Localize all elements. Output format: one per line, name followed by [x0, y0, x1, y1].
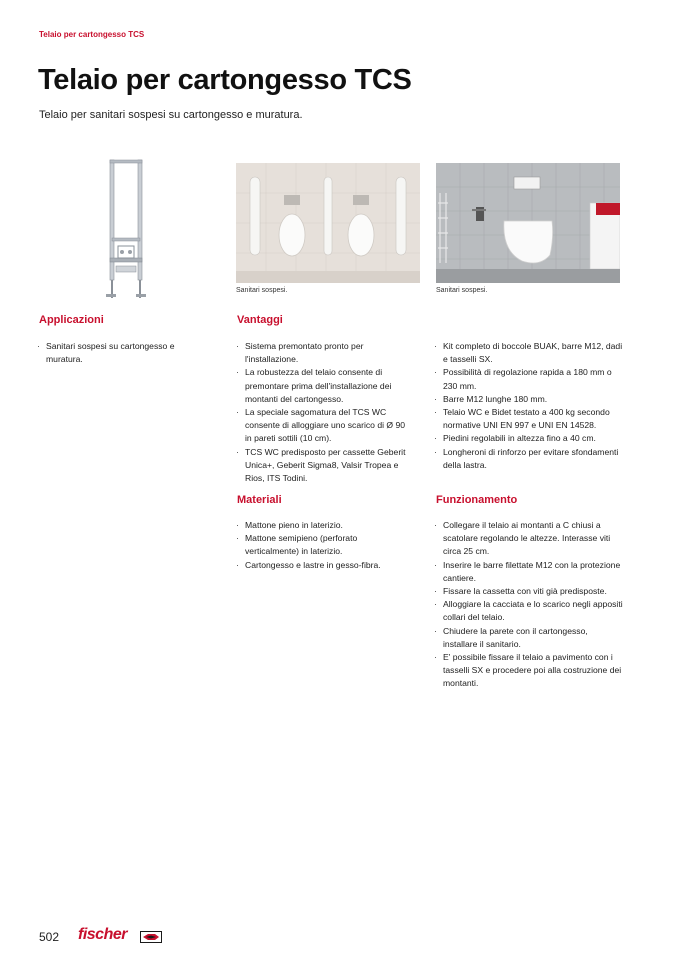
page-title: Telaio per cartongesso TCS: [38, 64, 412, 96]
list-item: · Collegare il telaio ai montanti a C chiusi a scatolare regolando le altezze. Interasse viti circa 25 cm.: [434, 519, 624, 559]
list-item: · Cartongesso e lastre in gesso-fibra.: [236, 559, 411, 572]
urinals-photo: [236, 163, 420, 283]
list-item: · Kit completo di boccole BUAK, barre M12, dadi e tasselli SX.: [434, 340, 624, 366]
applicazioni-list: [37, 340, 197, 366]
page-number: 502: [39, 930, 60, 944]
frame-product-image: [96, 158, 156, 300]
list-item: · La robustezza del telaio consente di premontare prima dell'installazione dei montanti del cartongesso.: [236, 366, 406, 406]
list-item: · Piedini regolabili in altezza fino a 40 cm.: [434, 432, 624, 445]
list-item: · Sistema premontato pronto per l'installazione.: [236, 340, 406, 366]
section-heading-vantaggi: Vantaggi: [237, 314, 283, 326]
breadcrumb: Telaio per cartongesso TCS: [39, 30, 145, 39]
list-item: · Mattone semipieno (perforato verticalmente) in laterizio.: [236, 532, 411, 558]
vantaggi-list: [236, 340, 406, 485]
fischer-logo-icon: [140, 931, 162, 943]
list-item: · La speciale sagomatura del TCS WC consente di alloggiare uno scarico di Ø 90 in pareti sottili (10 cm).: [236, 406, 406, 446]
list-item: · Alloggiare la cacciata e lo scarico negli appositi collari del telaio.: [434, 598, 624, 624]
materiali-list: [236, 519, 411, 572]
list-item: · Sanitari sospesi su cartongesso e muratura.: [37, 340, 197, 366]
list-item: · Fissare la cassetta con viti già predisposte.: [434, 585, 624, 598]
list-item: · E' possibile fissare il telaio a pavimento con i tasselli SX e procedere poi alla costruzione dei montanti.: [434, 651, 624, 691]
list-item: · Longheroni di rinforzo per evitare sfondamenti della lastra.: [434, 446, 624, 472]
list-item: · Barre M12 lunghe 180 mm.: [434, 393, 624, 406]
image-caption: Sanitari sospesi.: [236, 287, 288, 294]
list-item: · Inserire le barre filettate M12 con la protezione cantiere.: [434, 559, 624, 585]
page-subtitle: Telaio per sanitari sospesi su cartongesso e muratura.: [39, 109, 303, 121]
list-item: · Possibilità di regolazione rapida a 180 mm o 230 mm.: [434, 366, 624, 392]
list-item: · Telaio WC e Bidet testato a 400 kg secondo normative UNI EN 997 e UNI EN 14528.: [434, 406, 624, 432]
section-heading-funzionamento: Funzionamento: [436, 494, 518, 506]
list-item: · Chiudere la parete con il cartongesso, installare il sanitario.: [434, 625, 624, 651]
funzionamento-list: [434, 519, 624, 691]
list-item: · Mattone pieno in laterizio.: [236, 519, 411, 532]
brand-logo: fischer: [78, 926, 127, 943]
section-heading-materiali: Materiali: [237, 494, 282, 506]
wall-hung-wc-photo: [436, 163, 620, 283]
image-caption: Sanitari sospesi.: [436, 287, 488, 294]
vantaggi-list-continued: [434, 340, 624, 472]
list-item: · TCS WC predisposto per cassette Geberit Unica+, Geberit Sigma8, Valsir Tropea e Rios, ITS Todini.: [236, 446, 406, 486]
section-heading-applicazioni: Applicazioni: [39, 314, 104, 326]
